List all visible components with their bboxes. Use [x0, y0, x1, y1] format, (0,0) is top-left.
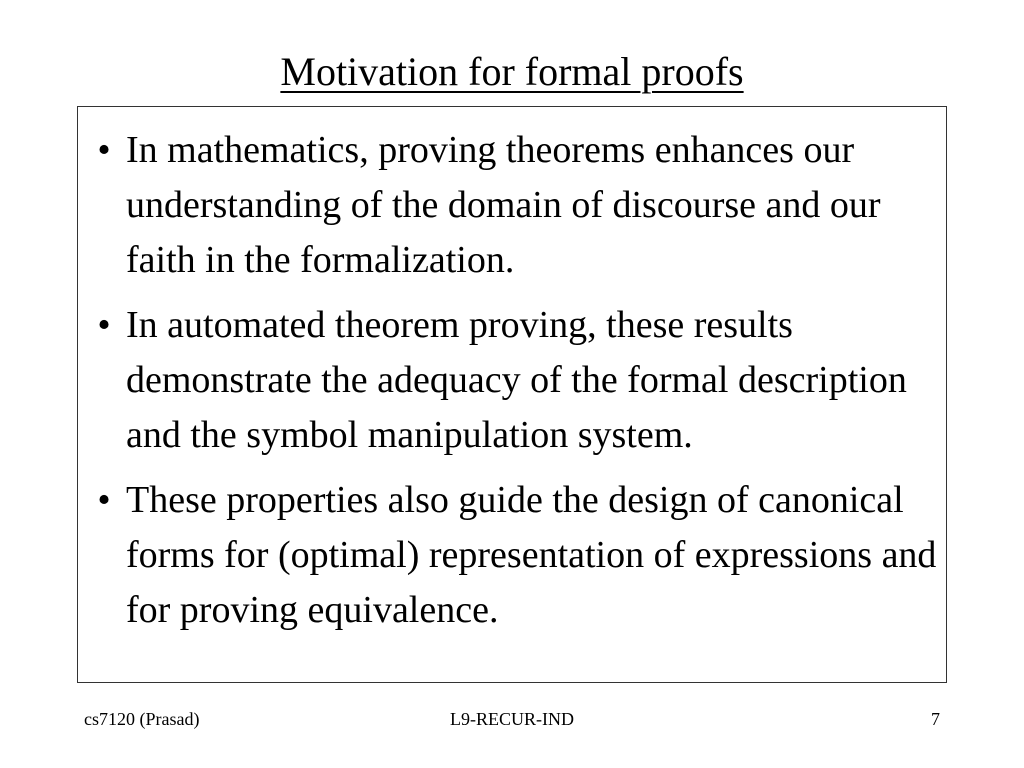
bullet-dot-icon: •: [97, 129, 111, 171]
slide-title: Motivation for formal proofs: [280, 49, 744, 94]
bullet-item: [78, 473, 948, 638]
bullet-text: These properties also guide the design of canonical forms for (optimal) representation of expressions and for proving equivalence.: [126, 479, 937, 631]
bullet-item: [78, 298, 948, 463]
footer-page-number: 7: [931, 709, 940, 729]
bullet-dot-icon: •: [97, 304, 111, 346]
footer-lecture-id: L9-RECUR-IND: [450, 709, 574, 729]
footer-course: cs7120 (Prasad): [84, 709, 200, 729]
bullet-item: [78, 123, 948, 288]
content-box: [77, 106, 947, 683]
bullet-text: In automated theorem proving, these results demonstrate the adequacy of the formal description and the symbol manipulation system.: [126, 304, 907, 456]
bullet-dot-icon: •: [97, 479, 111, 521]
bullet-list: [78, 123, 948, 648]
bullet-text: In mathematics, proving theorems enhances our understanding of the domain of discourse and our faith in the formalization.: [126, 129, 881, 281]
